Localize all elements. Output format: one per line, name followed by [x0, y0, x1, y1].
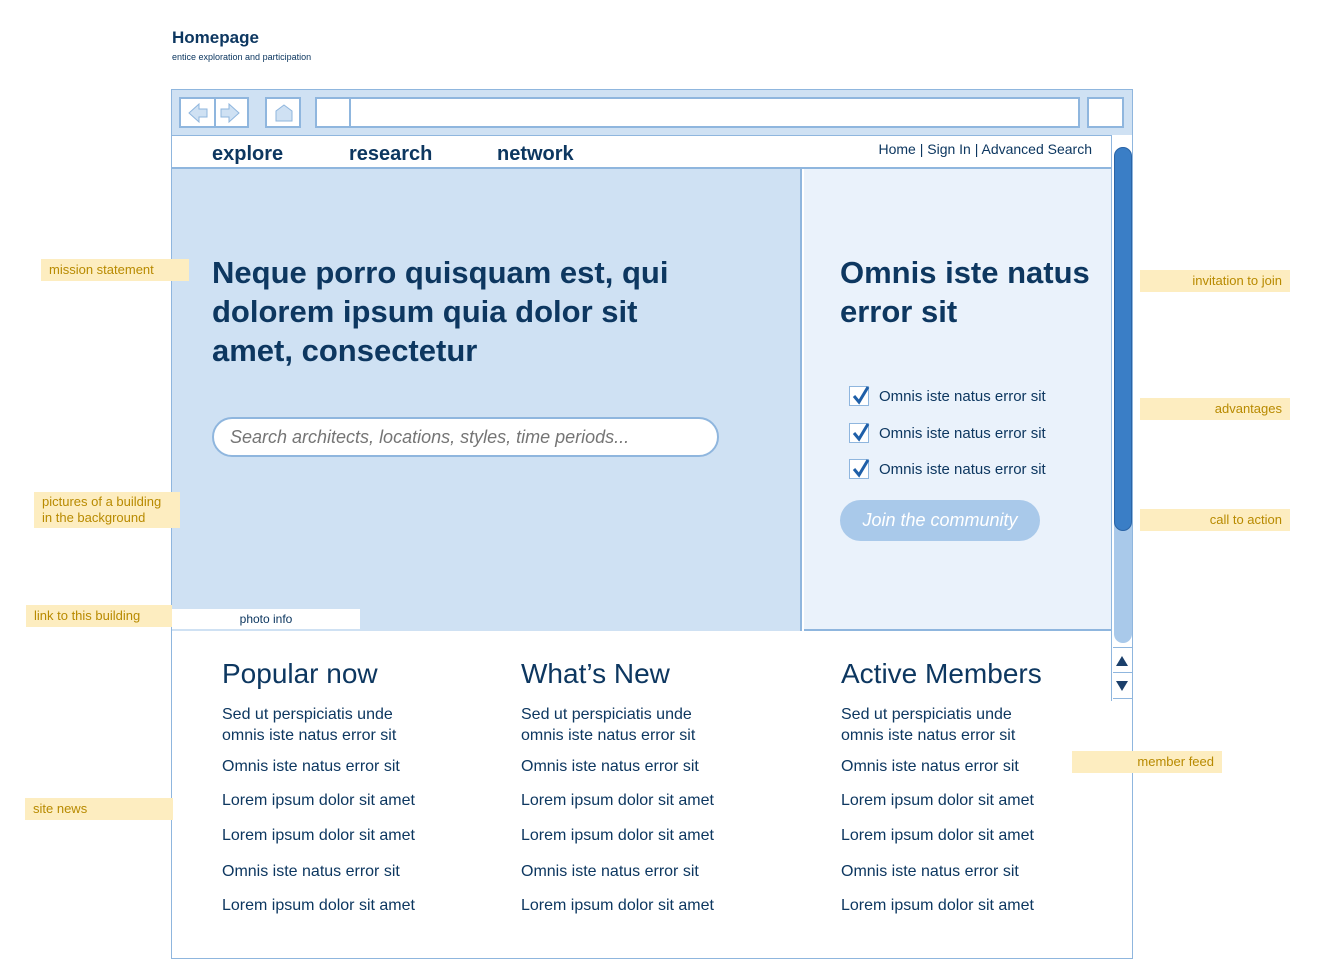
whats-new-column [521, 658, 791, 914]
annotation-pictures: pictures of a building in the background [34, 492, 180, 528]
list-item[interactable]: Omnis iste natus error sit [521, 758, 699, 775]
list-item[interactable]: Lorem ipsum dolor sit amet [222, 897, 415, 914]
list-item[interactable]: Omnis iste natus error sit [222, 758, 400, 775]
scroll-up-button[interactable] [1113, 647, 1132, 673]
annotation-link-building: link to this building [26, 605, 172, 627]
arrow-down-icon [1116, 681, 1128, 691]
scroll-thumb[interactable] [1114, 147, 1132, 531]
column-title: Active Members [841, 658, 1042, 689]
forward-arrow-icon[interactable] [219, 103, 243, 123]
advantage-item [849, 386, 1046, 406]
checkbox-icon [849, 386, 869, 406]
back-arrow-icon[interactable] [185, 103, 209, 123]
active-members-column [841, 658, 1111, 914]
photo-info-link[interactable]: photo info [172, 609, 360, 629]
list-item[interactable]: Lorem ipsum dolor sit amet [841, 827, 1034, 844]
advantage-text: Omnis iste natus error sit [879, 460, 1046, 478]
list-item[interactable]: Omnis iste natus error sit [841, 863, 1019, 880]
annotation-invitation: invitation to join [1140, 270, 1290, 292]
advantage-text: Omnis iste natus error sit [879, 424, 1046, 442]
advantage-item [849, 423, 1046, 443]
scrollbar[interactable] [1111, 135, 1132, 701]
browser-toolbar [172, 90, 1132, 136]
back-forward-buttons[interactable] [179, 97, 249, 128]
list-item[interactable]: Lorem ipsum dolor sit amet [841, 792, 1034, 809]
arrow-up-icon [1116, 656, 1128, 666]
column-title: What’s New [521, 658, 670, 689]
mission-statement: Neque porro quisquam est, qui dolorem ipsum quia dolor sit amet, consectetur [212, 255, 669, 368]
address-bar[interactable] [349, 97, 1080, 128]
nav-explore[interactable]: explore [212, 143, 284, 165]
list-item[interactable]: Lorem ipsum dolor sit amet [521, 792, 714, 809]
list-item[interactable]: Lorem ipsum dolor sit amet [841, 897, 1034, 914]
join-title: Omnis iste natus error sit [840, 255, 1090, 329]
popular-now-column [222, 658, 492, 914]
advantage-text: Omnis iste natus error sit [879, 387, 1046, 405]
annotation-call-to-action: call to action [1140, 509, 1290, 531]
top-links[interactable]: Home | Sign In | Advanced Search [878, 141, 1092, 157]
list-item[interactable]: Omnis iste natus error sit [222, 863, 400, 880]
search-input[interactable] [212, 417, 719, 457]
page-title: Homepage [172, 28, 259, 47]
checkbox-icon [849, 459, 869, 479]
list-item[interactable]: Lorem ipsum dolor sit amet [222, 792, 415, 809]
checkbox-icon [849, 423, 869, 443]
join-community-button[interactable]: Join the community [840, 500, 1040, 541]
annotation-site-news: site news [25, 798, 173, 820]
list-item[interactable]: Omnis iste natus error sit [841, 758, 1019, 775]
annotation-member-feed: member feed [1072, 751, 1222, 773]
annotation-advantages: advantages [1140, 398, 1290, 420]
browser-window [171, 89, 1133, 959]
advantage-item [849, 459, 1046, 479]
list-item[interactable]: Omnis iste natus error sit [521, 863, 699, 880]
home-icon [274, 103, 294, 123]
site-navbar [172, 137, 1112, 169]
page-subtitle: entice exploration and participation [172, 52, 312, 62]
scroll-down-button[interactable] [1113, 673, 1132, 699]
list-item[interactable]: Lorem ipsum dolor sit amet [222, 827, 415, 844]
browser-menu-button[interactable] [1087, 97, 1124, 128]
hero-section [172, 169, 802, 631]
list-item[interactable]: Sed ut perspiciatis unde omnis iste natus error sit [521, 706, 696, 744]
nav-network[interactable]: network [497, 143, 574, 165]
list-item[interactable]: Sed ut perspiciatis unde omnis iste natus error sit [222, 706, 397, 744]
join-panel [804, 169, 1112, 631]
nav-research[interactable]: research [349, 143, 433, 165]
column-title: Popular now [222, 658, 378, 689]
list-item[interactable]: Sed ut perspiciatis unde omnis iste natus error sit [841, 706, 1016, 744]
home-button[interactable] [265, 97, 301, 128]
annotation-mission-statement: mission statement [41, 259, 189, 281]
list-item[interactable]: Lorem ipsum dolor sit amet [521, 827, 714, 844]
list-item[interactable]: Lorem ipsum dolor sit amet [521, 897, 714, 914]
url-prefix-box [315, 97, 351, 128]
